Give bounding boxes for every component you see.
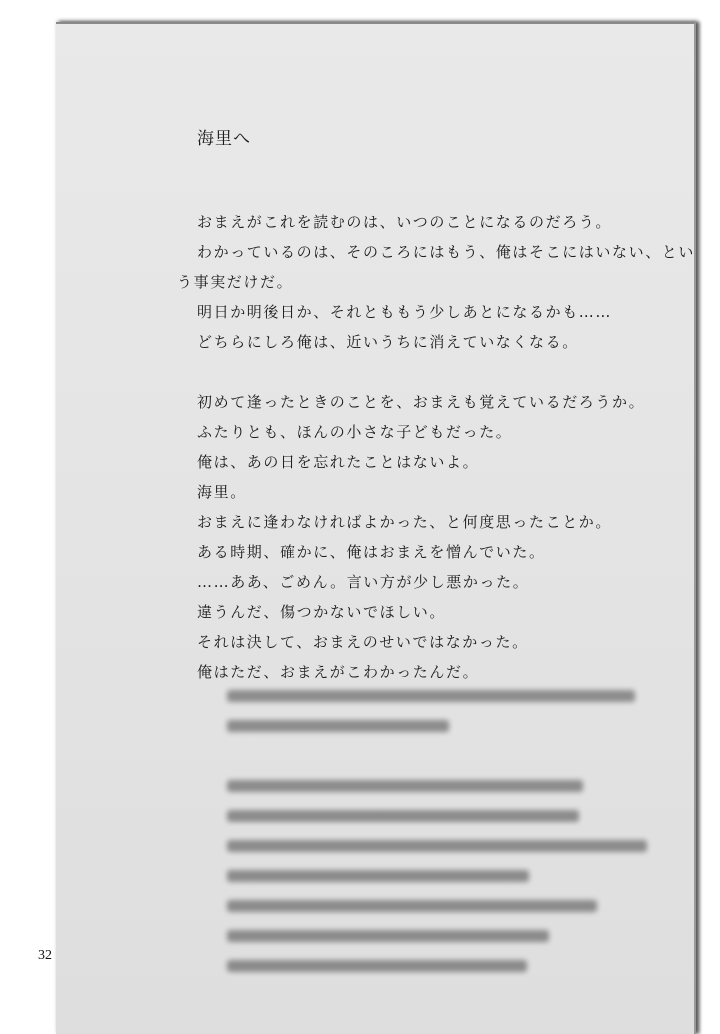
page-number: 32 bbox=[38, 948, 52, 963]
book-page bbox=[56, 22, 696, 1034]
letter-line: う事実だけだ。 bbox=[177, 273, 294, 291]
letter-line: 俺は、あの日を忘れたことはないよ。 bbox=[197, 453, 480, 471]
blurred-text-region bbox=[197, 672, 697, 982]
letter-body bbox=[177, 207, 697, 687]
letter-line: おまえに逢わなければよかった、と何度思ったことか。 bbox=[197, 513, 613, 531]
letter-line: それは決して、おまえのせいではなかった。 bbox=[197, 633, 529, 651]
letter-line: ふたりとも、ほんの小さな子どもだった。 bbox=[197, 423, 513, 441]
letter-line: 明日か明後日か、それとももう少しあとになるかも…… bbox=[197, 303, 613, 321]
letter-line: わかっているのは、そのころにはもう、俺はそこにはいない、とい bbox=[197, 243, 696, 261]
letter-line: ……ああ、ごめん。言い方が少し悪かった。 bbox=[197, 573, 530, 591]
letter-line: 違うんだ、傷つかないでほしい。 bbox=[197, 603, 447, 621]
letter-line: おまえがこれを読むのは、いつのことになるのだろう。 bbox=[197, 213, 613, 231]
letter-line: 俺はただ、おまえがこわかったんだ。 bbox=[197, 663, 480, 681]
letter-line: ある時期、確かに、俺はおまえを憎んでいた。 bbox=[197, 543, 546, 561]
letter-line: 海里。 bbox=[197, 483, 247, 501]
letter-line: 初めて逢ったときのことを、おまえも覚えているだろうか。 bbox=[197, 393, 646, 411]
letter-line: どちらにしろ俺は、近いうちに消えていなくなる。 bbox=[197, 333, 579, 351]
letter-salutation: 海里へ bbox=[197, 129, 251, 149]
paragraph-break bbox=[197, 357, 697, 387]
